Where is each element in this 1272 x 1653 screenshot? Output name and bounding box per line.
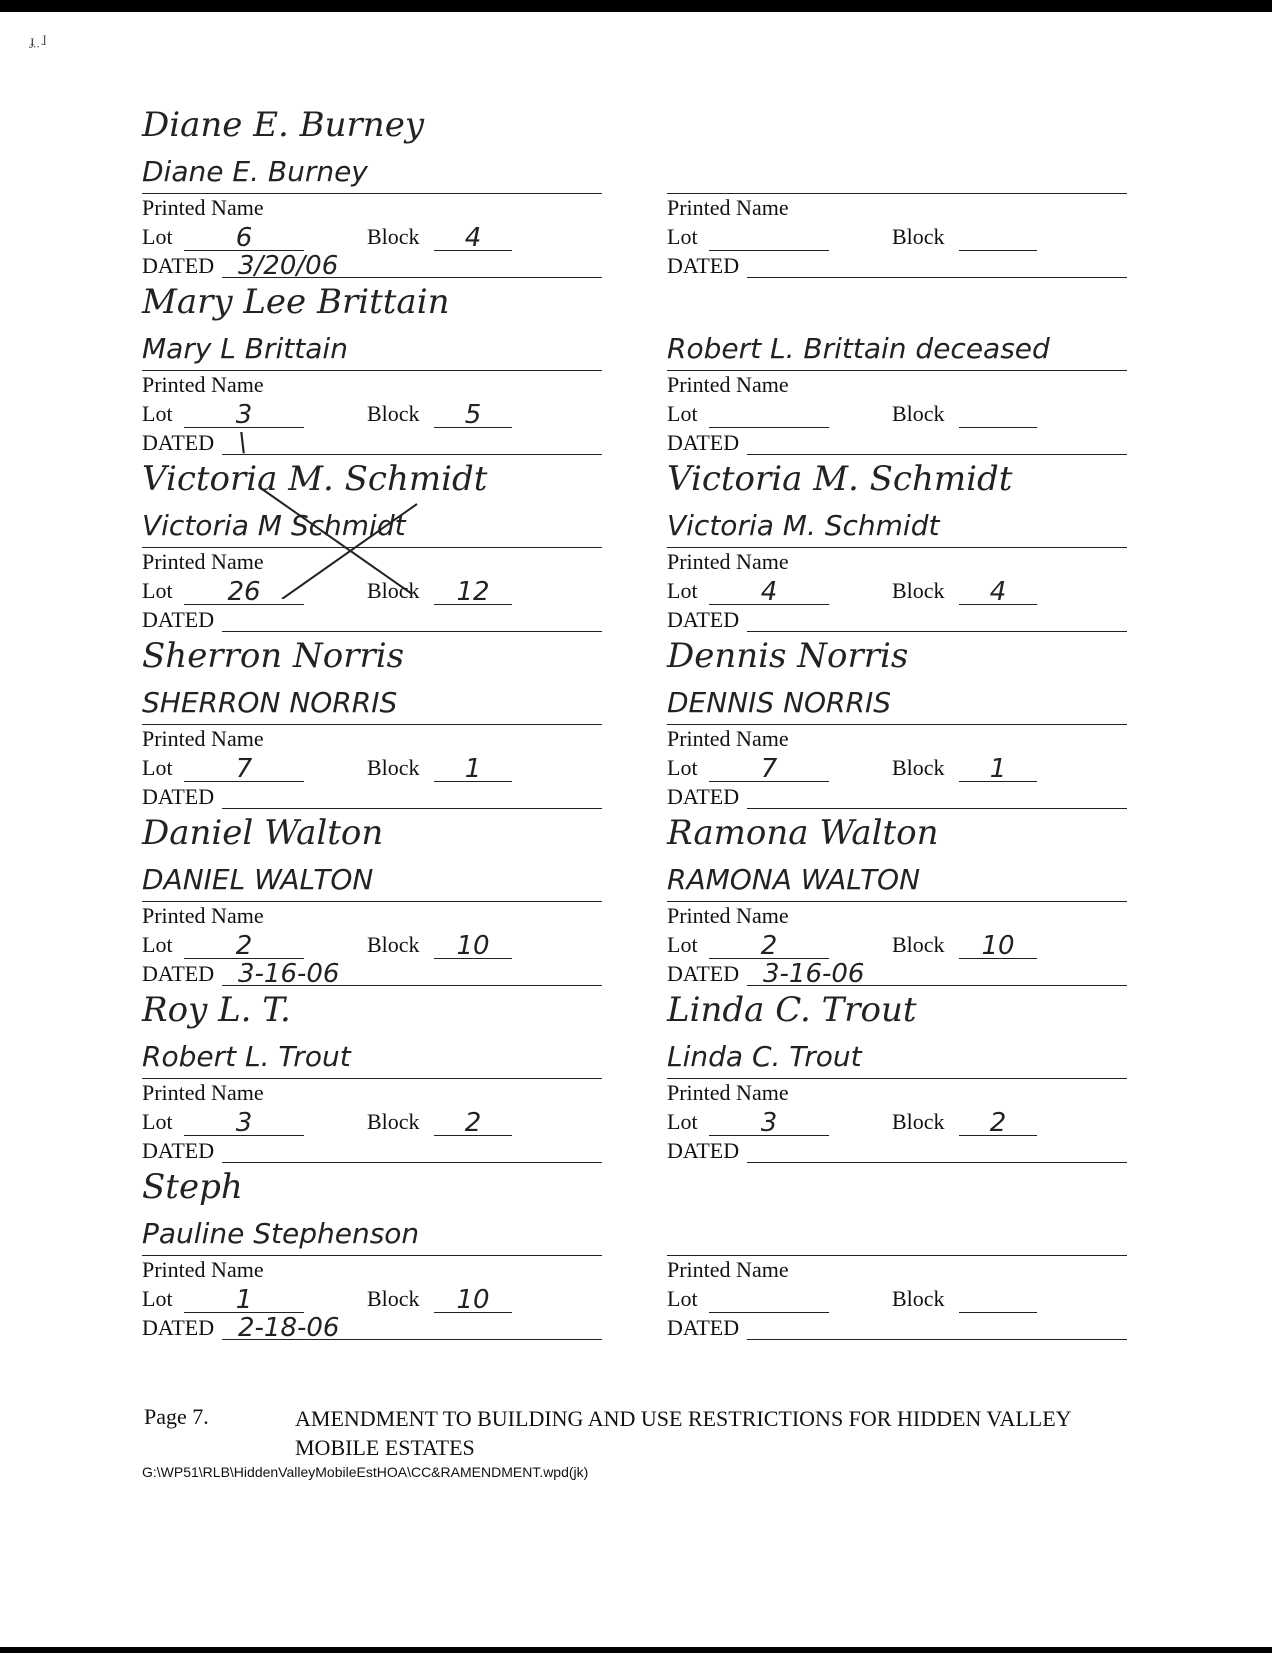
dated-label: DATED <box>142 1315 215 1340</box>
block-label: Block <box>892 578 945 603</box>
printed-name-label: Printed Name <box>667 549 789 574</box>
name-rule <box>667 1255 1127 1256</box>
dated-label: DATED <box>142 253 215 278</box>
printed-name-value: DENNIS NORRIS <box>667 686 891 719</box>
dated-label: DATED <box>142 1138 215 1163</box>
block-label: Block <box>367 932 420 957</box>
printed-name-value: Victoria M Schmidt <box>142 509 406 542</box>
dated-value <box>747 608 1127 632</box>
printed-name-label: Printed Name <box>667 1080 789 1105</box>
printed-name-value: Victoria M. Schmidt <box>667 509 940 542</box>
block-value: 4 <box>434 226 512 251</box>
lot-label: Lot <box>667 578 698 603</box>
block-label: Block <box>892 224 945 249</box>
lot-value: 6 <box>184 226 304 251</box>
dated-label: DATED <box>142 607 215 632</box>
handwritten-signature: Ramona Walton <box>667 813 939 853</box>
signature-block-left <box>142 636 602 809</box>
signature-block-right <box>667 105 1127 278</box>
printed-name-label: Printed Name <box>667 372 789 397</box>
signature-block-right <box>667 636 1127 809</box>
dated-value <box>222 1139 602 1163</box>
dated-value: 2-18-06 <box>222 1316 602 1340</box>
name-rule <box>142 1255 602 1256</box>
footer-file-path: G:\WP51\RLB\HiddenValleyMobileEstHOA\CC&RAMENDMENT.wpd(jk) <box>142 1464 589 1480</box>
block-label: Block <box>367 755 420 780</box>
printed-name-label: Printed Name <box>142 1257 264 1282</box>
lot-value: 3 <box>709 1111 829 1136</box>
block-label: Block <box>892 932 945 957</box>
block-label: Block <box>367 1286 420 1311</box>
handwritten-signature: Steph <box>142 1167 243 1207</box>
printed-name-value: Pauline Stephenson <box>142 1217 420 1250</box>
name-rule <box>142 724 602 725</box>
dated-label: DATED <box>667 430 740 455</box>
footer-page-number: Page 7. <box>144 1404 209 1429</box>
dated-label: DATED <box>667 1315 740 1340</box>
block-value: 10 <box>959 934 1037 959</box>
dated-value <box>747 1139 1127 1163</box>
name-rule <box>667 901 1127 902</box>
name-rule <box>667 724 1127 725</box>
lot-label: Lot <box>667 1286 698 1311</box>
lot-label: Lot <box>142 932 173 957</box>
printed-name-label: Printed Name <box>667 1257 789 1282</box>
block-label: Block <box>367 401 420 426</box>
name-rule <box>142 901 602 902</box>
handwritten-signature: Roy L. T. <box>142 990 291 1030</box>
printed-name-value: Linda C. Trout <box>667 1040 862 1073</box>
printed-name-value <box>667 155 1127 191</box>
block-value: 5 <box>434 403 512 428</box>
printed-name-value: DANIEL WALTON <box>142 863 374 896</box>
block-value: 12 <box>434 580 512 605</box>
signature-block-right <box>667 1167 1127 1340</box>
lot-label: Lot <box>667 224 698 249</box>
block-value: 2 <box>434 1111 512 1136</box>
dated-value: 3/20/06 <box>222 254 602 278</box>
name-rule <box>667 193 1127 194</box>
printed-name-value: Diane E. Burney <box>142 155 368 188</box>
dated-label: DATED <box>142 784 215 809</box>
lot-value: 3 <box>184 403 304 428</box>
handwritten-signature: Dennis Norris <box>667 636 909 676</box>
block-label: Block <box>892 1109 945 1134</box>
signature-block-right <box>667 282 1127 455</box>
dated-label: DATED <box>142 961 215 986</box>
block-value: 1 <box>434 757 512 782</box>
block-label: Block <box>367 1109 420 1134</box>
lot-value: 2 <box>709 934 829 959</box>
lot-label: Lot <box>142 401 173 426</box>
handwritten-signature: Mary Lee Brittain <box>142 282 450 322</box>
printed-name-label: Printed Name <box>667 195 789 220</box>
signature-block-right <box>667 459 1127 632</box>
signature-block-left <box>142 282 602 458</box>
lot-value: 7 <box>184 757 304 782</box>
lot-value: 4 <box>709 580 829 605</box>
lot-label: Lot <box>142 755 173 780</box>
signature-block-left <box>142 813 602 989</box>
block-value <box>959 1288 1037 1313</box>
lot-value: 3 <box>184 1111 304 1136</box>
footer-document-title: AMENDMENT TO BUILDING AND USE RESTRICTIONS FOR HIDDEN VALLEY MOBILE ESTATES <box>295 1406 1071 1460</box>
signature-block-left <box>142 990 602 1163</box>
dated-value <box>747 1316 1127 1340</box>
lot-value: 2 <box>184 934 304 959</box>
name-rule <box>142 1078 602 1079</box>
printed-name-value: SHERRON NORRIS <box>142 686 398 719</box>
block-label: Block <box>367 224 420 249</box>
signature-block-left <box>142 105 602 281</box>
name-rule <box>667 370 1127 371</box>
printed-name-value: Mary L Brittain <box>142 332 348 365</box>
lot-label: Lot <box>667 1109 698 1134</box>
lot-label: Lot <box>142 1286 173 1311</box>
dated-value <box>222 608 602 632</box>
block-value: 10 <box>434 1288 512 1313</box>
lot-label: Lot <box>142 1109 173 1134</box>
dated-label: DATED <box>667 784 740 809</box>
name-rule <box>142 547 602 548</box>
dated-value: 3-16-06 <box>747 962 1127 986</box>
printed-name-value: RAMONA WALTON <box>667 863 921 896</box>
block-value: 4 <box>959 580 1037 605</box>
lot-value <box>709 1288 829 1313</box>
lot-label: Lot <box>667 932 698 957</box>
lot-label: Lot <box>667 755 698 780</box>
signature-block-right <box>667 813 1127 989</box>
printed-name-value: Robert L. Brittain deceased <box>667 332 1050 365</box>
block-value <box>959 226 1037 251</box>
scan-bottom-border <box>0 1647 1272 1653</box>
handwritten-signature: Victoria M. Schmidt <box>142 459 488 499</box>
lot-value <box>709 226 829 251</box>
dated-value: 3-16-06 <box>222 962 602 986</box>
block-label: Block <box>892 401 945 426</box>
dated-label: DATED <box>667 961 740 986</box>
lot-label: Lot <box>142 578 173 603</box>
dated-label: DATED <box>667 1138 740 1163</box>
printed-name-label: Printed Name <box>667 903 789 928</box>
dated-value <box>747 431 1127 455</box>
lot-value: 7 <box>709 757 829 782</box>
printed-name-label: Printed Name <box>142 549 264 574</box>
name-rule <box>142 370 602 371</box>
printed-name-label: Printed Name <box>142 195 264 220</box>
handwritten-signature: Diane E. Burney <box>142 105 425 145</box>
scan-top-border <box>0 0 1272 12</box>
dated-value <box>222 785 602 809</box>
lot-value <box>709 403 829 428</box>
printed-name-label: Printed Name <box>667 726 789 751</box>
name-rule <box>142 193 602 194</box>
signature-block-left <box>142 459 602 632</box>
handwritten-signature: Victoria M. Schmidt <box>667 459 1013 499</box>
printed-name-label: Printed Name <box>142 1080 264 1105</box>
printed-name-value: Robert L. Trout <box>142 1040 351 1073</box>
dated-value <box>747 254 1127 278</box>
lot-value: 1 <box>184 1288 304 1313</box>
printed-name-value <box>667 1217 1127 1253</box>
lot-value: 26 <box>184 580 304 605</box>
scan-artifact-marks: ɟ̣ ̣ ɺ <box>30 34 47 49</box>
lot-label: Lot <box>142 224 173 249</box>
printed-name-label: Printed Name <box>142 903 264 928</box>
signature-block-left <box>142 1167 602 1343</box>
dated-label: DATED <box>667 607 740 632</box>
handwritten-signature: Sherron Norris <box>142 636 405 676</box>
handwritten-signature: Linda C. Trout <box>667 990 917 1030</box>
block-value: 1 <box>959 757 1037 782</box>
block-value: 2 <box>959 1111 1037 1136</box>
name-rule <box>667 1078 1127 1079</box>
dated-value: \ <box>222 431 602 455</box>
block-value <box>959 403 1037 428</box>
dated-label: DATED <box>142 430 215 455</box>
dated-label: DATED <box>667 253 740 278</box>
name-rule <box>667 547 1127 548</box>
block-label: Block <box>892 1286 945 1311</box>
block-label: Block <box>367 578 420 603</box>
printed-name-label: Printed Name <box>142 372 264 397</box>
dated-value <box>747 785 1127 809</box>
handwritten-signature: Daniel Walton <box>142 813 384 853</box>
signature-block-right <box>667 990 1127 1163</box>
block-label: Block <box>892 755 945 780</box>
lot-label: Lot <box>667 401 698 426</box>
block-value: 10 <box>434 934 512 959</box>
printed-name-label: Printed Name <box>142 726 264 751</box>
